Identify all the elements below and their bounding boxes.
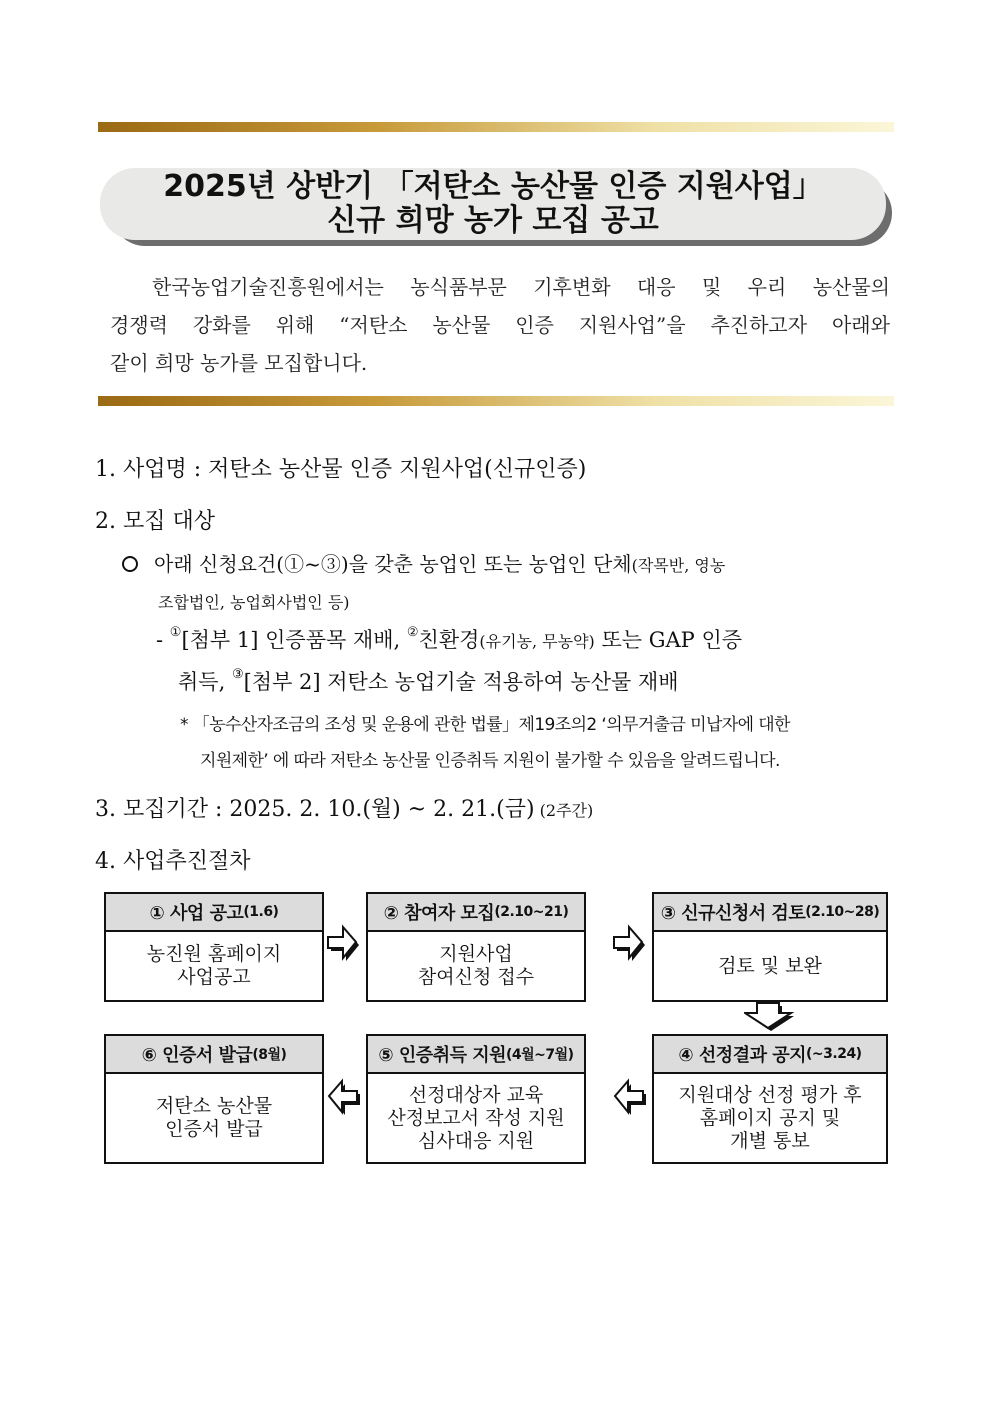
step-3-box — [652, 892, 888, 1002]
step-3-header: ③ 신규신청서 검토 (2.10~28) — [654, 894, 886, 932]
arrow-right-icon — [612, 924, 648, 964]
target-bullet: 아래 신청요건(①~③)을 갖춘 농업인 또는 농업인 단체(작목반, 영농 — [122, 548, 725, 577]
step-6-header: ⑥ 인증서 발급 (8월) — [106, 1036, 322, 1074]
target-bullet-continuation: 조합법인, 농업회사법인 등) — [158, 593, 350, 612]
circle-bullet-icon — [122, 556, 138, 572]
intro-word: 지원사업”을 — [578, 313, 686, 337]
title-line-1: 2025년 상반기 「저탄소 농산물 인증 지원사업」 — [163, 169, 823, 204]
intro-line-1 — [110, 268, 890, 306]
step-2-body: 지원사업 참여신청 접수 — [417, 943, 535, 988]
intro-word: 농식품부문 — [410, 275, 507, 299]
section-3-heading: 3. 모집기간 : 2025. 2. 10.(월) ~ 2. 21.(금) (2주간) — [95, 797, 594, 822]
bottom-gold-divider — [98, 396, 894, 406]
intro-word: 우리 — [747, 275, 787, 299]
section-1-heading: 1. 사업명 : 저탄소 농산물 인증 지원사업(신규인증) — [95, 457, 587, 482]
intro-line-2 — [110, 306, 890, 344]
intro-line-3: 같이 희망 농가를 모집합니다. — [110, 351, 368, 375]
intro-word: 강화를 — [192, 313, 251, 337]
step-3-body: 검토 및 보완 — [718, 954, 822, 977]
intro-word: 경쟁력 — [110, 313, 168, 337]
step-4-body: 지원대상 선정 평가 후 홈페이지 공지 및 개별 통보 — [678, 1083, 862, 1152]
step-6-box — [104, 1034, 324, 1164]
intro-word: “저탄소 — [339, 313, 408, 337]
intro-word: 인증 — [515, 313, 554, 337]
requirement-line-2: 취득, ③[첨부 2] 저탄소 농업기술 적용하여 농산물 재배 — [178, 667, 679, 694]
intro-word: 기후변화 — [533, 275, 611, 299]
step-4-box — [652, 1034, 888, 1164]
step-1-box — [104, 892, 324, 1002]
step-6-body: 저탄소 농산물 인증서 발급 — [155, 1095, 273, 1140]
intro-word: 한국농업기술진흥원에서는 — [152, 275, 384, 299]
top-gold-divider — [98, 122, 894, 132]
intro-word: 위해 — [275, 313, 315, 337]
requirement-line-1: - ①[첨부 1] 인증품목 재배, ②친환경(유기농, 무농약) 또는 GAP 인증 — [156, 625, 743, 652]
intro-word: 및 — [701, 275, 722, 299]
step-5-header: ⑤ 인증취득 지원 (4월~7월) — [368, 1036, 584, 1074]
section-4-heading: 4. 사업추진절차 — [95, 849, 251, 874]
step-1-body: 농진원 홈페이지 사업공고 — [146, 943, 282, 988]
arrow-right-icon — [326, 924, 362, 964]
intro-paragraph — [110, 268, 890, 382]
arrow-down-icon — [744, 1002, 798, 1032]
arrow-left-icon — [612, 1078, 648, 1118]
intro-word: 농산물 — [432, 313, 491, 337]
intro-word: 대응 — [636, 275, 676, 299]
step-4-header: ④ 선정결과 공지 (~3.24) — [654, 1036, 886, 1074]
title-line-2: 신규 희망 농가 모집 공고 — [327, 203, 659, 238]
step-5-body: 선정대상자 교육 산정보고서 작성 지원 심사대응 지원 — [387, 1083, 565, 1152]
intro-word: 농산물의 — [812, 275, 890, 299]
step-2-box — [366, 892, 586, 1002]
legal-note-line-2: 지원제한’ 에 따라 저탄소 농산물 인증취득 지원이 불가할 수 있음을 알려드립니다. — [200, 751, 780, 771]
legal-note-line-1: * 「농수산자조금의 조성 및 운용에 관한 법률」제19조의2 ‘의무거출금 미납자에 대한 — [180, 715, 790, 735]
title-banner — [100, 168, 886, 240]
step-1-header: ① 사업 공고 (1.6) — [106, 894, 322, 932]
step-2-header: ② 참여자 모집 (2.10~21) — [368, 894, 584, 932]
step-5-box — [366, 1034, 586, 1164]
intro-word: 추진하고자 — [710, 313, 808, 337]
section-2-heading: 2. 모집 대상 — [95, 509, 215, 534]
arrow-left-icon — [326, 1078, 362, 1118]
intro-word: 아래와 — [831, 313, 890, 337]
